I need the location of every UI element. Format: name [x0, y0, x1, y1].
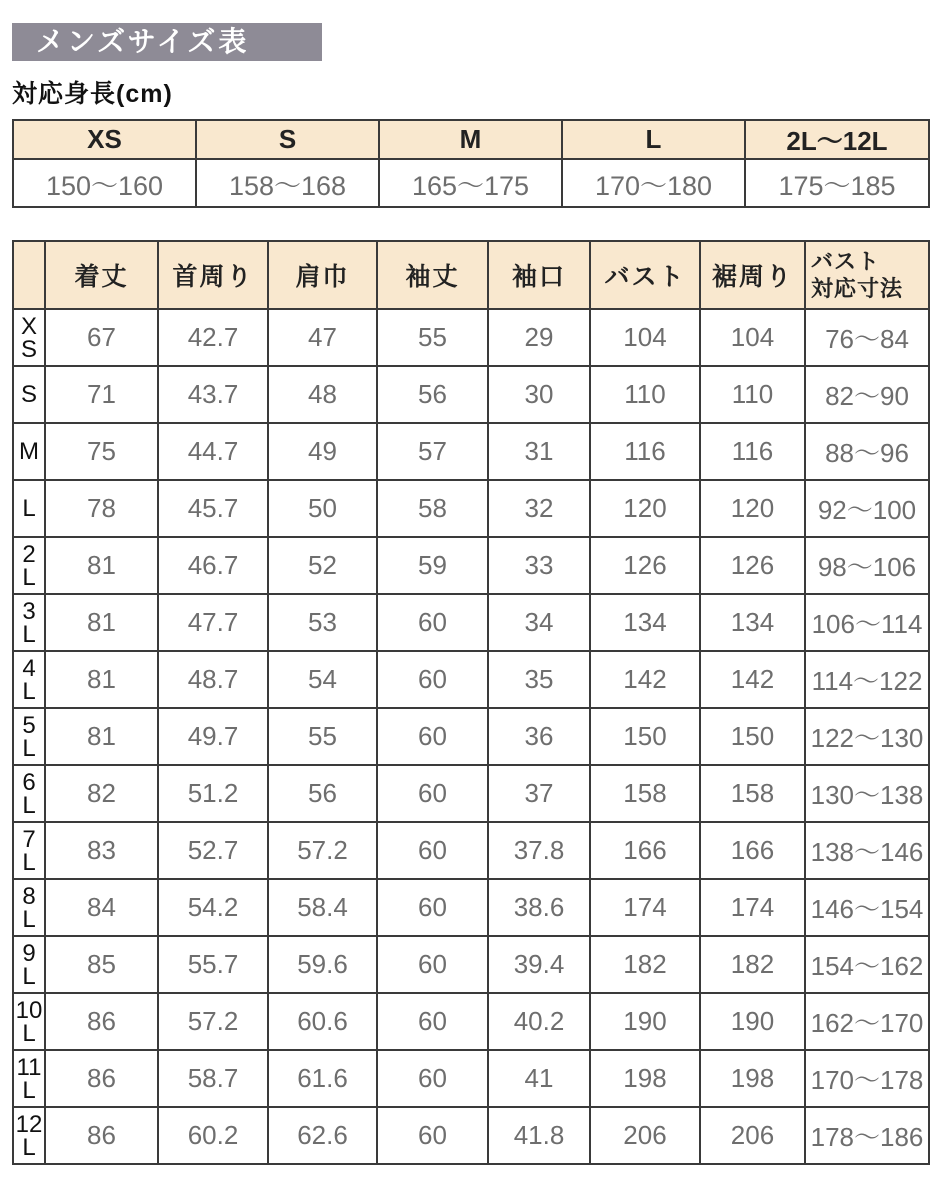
size-cell: 52 — [268, 537, 377, 594]
size-cell: 40.2 — [488, 993, 590, 1050]
height-col-value: 175〜185 — [745, 159, 929, 207]
size-cell: 32 — [488, 480, 590, 537]
table-row — [13, 936, 929, 993]
size-cell: 60 — [377, 879, 488, 936]
size-table-header-row — [13, 241, 929, 309]
table-row — [13, 1050, 929, 1107]
size-col-header: 肩巾 — [268, 241, 377, 309]
size-cell: 158 — [700, 765, 805, 822]
table-row — [13, 993, 929, 1050]
size-cell: 71 — [45, 366, 158, 423]
size-cell: 116 — [590, 423, 700, 480]
table-row — [13, 879, 929, 936]
table-row — [13, 708, 929, 765]
size-cell: 154〜162 — [805, 936, 929, 993]
size-cell: 57 — [377, 423, 488, 480]
size-cell: 60 — [377, 1050, 488, 1107]
size-cell: 92〜100 — [805, 480, 929, 537]
size-cell: 60 — [377, 993, 488, 1050]
table-row — [13, 309, 929, 366]
table-row — [13, 1107, 929, 1164]
height-col-value: 170〜180 — [562, 159, 745, 207]
size-cell: 58 — [377, 480, 488, 537]
size-cell: 60 — [377, 936, 488, 993]
size-cell: 41 — [488, 1050, 590, 1107]
size-row-label: 3 L — [13, 594, 45, 651]
size-cell: 67 — [45, 309, 158, 366]
size-cell: 54 — [268, 651, 377, 708]
size-cell: 48 — [268, 366, 377, 423]
size-row-label: S — [13, 366, 45, 423]
size-row-label: 2 L — [13, 537, 45, 594]
size-cell: 61.6 — [268, 1050, 377, 1107]
size-cell: 170〜178 — [805, 1050, 929, 1107]
size-cell: 86 — [45, 993, 158, 1050]
size-col-header: 裾周り — [700, 241, 805, 309]
table-row — [13, 423, 929, 480]
size-cell: 60 — [377, 1107, 488, 1164]
size-cell: 81 — [45, 651, 158, 708]
size-row-label: X S — [13, 309, 45, 366]
size-cell: 48.7 — [158, 651, 268, 708]
size-cell: 190 — [590, 993, 700, 1050]
height-col-header: L — [562, 120, 745, 159]
size-cell: 104 — [590, 309, 700, 366]
size-cell: 59 — [377, 537, 488, 594]
size-cell: 81 — [45, 594, 158, 651]
size-cell: 166 — [700, 822, 805, 879]
table-row — [13, 366, 929, 423]
size-cell: 34 — [488, 594, 590, 651]
size-row-label: 10 L — [13, 993, 45, 1050]
size-cell: 55.7 — [158, 936, 268, 993]
size-cell: 182 — [700, 936, 805, 993]
size-cell: 110 — [590, 366, 700, 423]
size-cell: 55 — [268, 708, 377, 765]
size-cell: 134 — [700, 594, 805, 651]
size-cell: 60 — [377, 651, 488, 708]
height-table-header-row — [13, 120, 929, 159]
corner-cell — [13, 241, 45, 309]
size-cell: 47.7 — [158, 594, 268, 651]
size-cell: 122〜130 — [805, 708, 929, 765]
size-cell: 62.6 — [268, 1107, 377, 1164]
height-col-value: 165〜175 — [379, 159, 562, 207]
size-col-header: バスト — [590, 241, 700, 309]
size-cell: 75 — [45, 423, 158, 480]
size-cell: 150 — [590, 708, 700, 765]
size-cell: 198 — [700, 1050, 805, 1107]
size-cell: 60 — [377, 822, 488, 879]
size-col-header: 袖口 — [488, 241, 590, 309]
size-row-label: 9 L — [13, 936, 45, 993]
size-cell: 55 — [377, 309, 488, 366]
size-cell: 58.7 — [158, 1050, 268, 1107]
height-col-value: 150〜160 — [13, 159, 196, 207]
size-cell: 150 — [700, 708, 805, 765]
size-cell: 120 — [700, 480, 805, 537]
size-cell: 86 — [45, 1107, 158, 1164]
size-cell: 142 — [700, 651, 805, 708]
size-cell: 51.2 — [158, 765, 268, 822]
size-cell: 60 — [377, 708, 488, 765]
size-row-label: 5 L — [13, 708, 45, 765]
size-cell: 60.6 — [268, 993, 377, 1050]
size-cell: 142 — [590, 651, 700, 708]
size-cell: 45.7 — [158, 480, 268, 537]
size-cell: 116 — [700, 423, 805, 480]
size-cell: 178〜186 — [805, 1107, 929, 1164]
size-cell: 49 — [268, 423, 377, 480]
table-row — [13, 822, 929, 879]
size-row-label: 8 L — [13, 879, 45, 936]
size-cell: 37 — [488, 765, 590, 822]
size-cell: 35 — [488, 651, 590, 708]
size-row-label: 12 L — [13, 1107, 45, 1164]
size-row-label: 6 L — [13, 765, 45, 822]
size-cell: 60 — [377, 594, 488, 651]
size-cell: 130〜138 — [805, 765, 929, 822]
height-col-header: XS — [13, 120, 196, 159]
size-cell: 60.2 — [158, 1107, 268, 1164]
height-col-value: 158〜168 — [196, 159, 379, 207]
table-row — [13, 537, 929, 594]
size-cell: 29 — [488, 309, 590, 366]
size-cell: 84 — [45, 879, 158, 936]
height-table — [12, 119, 930, 208]
table-row — [13, 765, 929, 822]
size-cell: 58.4 — [268, 879, 377, 936]
size-cell: 138〜146 — [805, 822, 929, 879]
size-cell: 134 — [590, 594, 700, 651]
size-cell: 42.7 — [158, 309, 268, 366]
size-cell: 49.7 — [158, 708, 268, 765]
size-cell: 88〜96 — [805, 423, 929, 480]
size-col-header: 首周り — [158, 241, 268, 309]
size-row-label: 7 L — [13, 822, 45, 879]
size-cell: 81 — [45, 708, 158, 765]
size-cell: 57.2 — [268, 822, 377, 879]
size-table — [12, 240, 930, 1165]
size-row-label: 11 L — [13, 1050, 45, 1107]
size-cell: 83 — [45, 822, 158, 879]
size-cell: 162〜170 — [805, 993, 929, 1050]
height-col-header: S — [196, 120, 379, 159]
size-cell: 82〜90 — [805, 366, 929, 423]
size-col-header: バスト 対応寸法 — [805, 241, 929, 309]
size-cell: 54.2 — [158, 879, 268, 936]
size-cell: 82 — [45, 765, 158, 822]
size-col-header: 着丈 — [45, 241, 158, 309]
size-cell: 110 — [700, 366, 805, 423]
size-cell: 206 — [590, 1107, 700, 1164]
size-cell: 39.4 — [488, 936, 590, 993]
size-cell: 47 — [268, 309, 377, 366]
size-cell: 36 — [488, 708, 590, 765]
size-cell: 37.8 — [488, 822, 590, 879]
size-cell: 41.8 — [488, 1107, 590, 1164]
size-cell: 31 — [488, 423, 590, 480]
size-cell: 206 — [700, 1107, 805, 1164]
height-col-header: M — [379, 120, 562, 159]
size-cell: 166 — [590, 822, 700, 879]
table-row — [13, 651, 929, 708]
size-cell: 53 — [268, 594, 377, 651]
size-cell: 126 — [590, 537, 700, 594]
size-cell: 174 — [590, 879, 700, 936]
size-cell: 198 — [590, 1050, 700, 1107]
size-cell: 114〜122 — [805, 651, 929, 708]
size-cell: 46.7 — [158, 537, 268, 594]
size-cell: 57.2 — [158, 993, 268, 1050]
size-row-label: 4 L — [13, 651, 45, 708]
size-cell: 182 — [590, 936, 700, 993]
size-cell: 59.6 — [268, 936, 377, 993]
size-col-header: 袖丈 — [377, 241, 488, 309]
size-row-label: M — [13, 423, 45, 480]
height-section-label: 対応身長(cm) — [12, 80, 173, 108]
size-cell: 81 — [45, 537, 158, 594]
size-cell: 126 — [700, 537, 805, 594]
size-cell: 78 — [45, 480, 158, 537]
size-cell: 43.7 — [158, 366, 268, 423]
size-cell: 56 — [268, 765, 377, 822]
size-cell: 174 — [700, 879, 805, 936]
size-cell: 86 — [45, 1050, 158, 1107]
size-cell: 60 — [377, 765, 488, 822]
size-row-label: L — [13, 480, 45, 537]
size-cell: 56 — [377, 366, 488, 423]
size-cell: 30 — [488, 366, 590, 423]
size-cell: 106〜114 — [805, 594, 929, 651]
height-table-value-row — [13, 159, 929, 207]
size-cell: 158 — [590, 765, 700, 822]
size-cell: 52.7 — [158, 822, 268, 879]
size-cell: 190 — [700, 993, 805, 1050]
size-cell: 76〜84 — [805, 309, 929, 366]
height-col-header: 2L〜12L — [745, 120, 929, 159]
page-title: メンズサイズ表 — [12, 23, 322, 61]
size-cell: 50 — [268, 480, 377, 537]
size-cell: 44.7 — [158, 423, 268, 480]
size-cell: 120 — [590, 480, 700, 537]
table-row — [13, 594, 929, 651]
size-cell: 38.6 — [488, 879, 590, 936]
table-row — [13, 480, 929, 537]
size-cell: 146〜154 — [805, 879, 929, 936]
size-cell: 104 — [700, 309, 805, 366]
size-cell: 33 — [488, 537, 590, 594]
size-cell: 85 — [45, 936, 158, 993]
size-cell: 98〜106 — [805, 537, 929, 594]
